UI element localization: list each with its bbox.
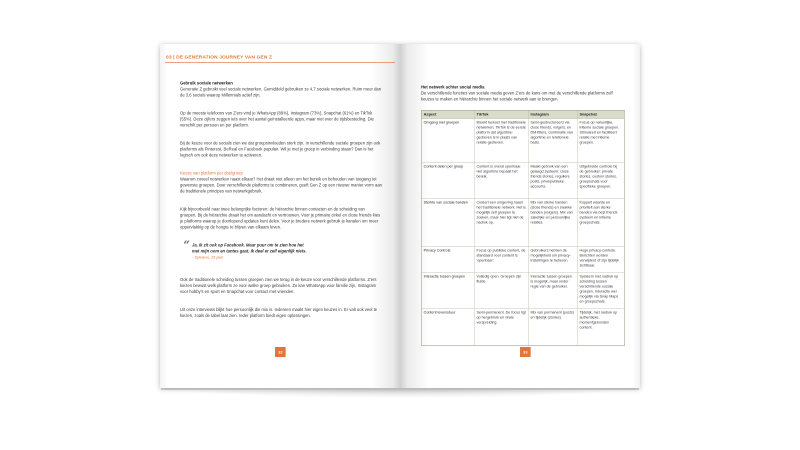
- column-header-tiktok: TikTok: [474, 110, 528, 118]
- row-label: Content delen per groep: [421, 162, 474, 198]
- tiktok-cell: Creëert een omgeving naast het traditionele netwerk. Het is mogelijk zelf groepen te zoeken, maar hier ligt niet de nadruk op.: [474, 198, 528, 246]
- column-header-aspect: Aspect: [421, 110, 474, 118]
- instagram-cell: Mix van sterke banden (close friends) en zwakke banden (volgers). Mix van zakelijke en persoonlijke relaties.: [528, 198, 577, 246]
- snapchat-cell: Koppelt waarde en prioriteit aan sterke banden via best friends systeem en intieme groepschats.: [577, 198, 624, 246]
- table-row: [421, 162, 624, 198]
- tiktok-cell: Breekt bewust met traditionele netwerken; TikTok is de eerste platform dat algoritme-gedreven is in plaats van relatie-gedreven.: [474, 118, 528, 162]
- snapchat-cell: Hoge privacy-controle. Berichten worden verwijderd of zijn tijdelijk zichtbaar.: [577, 246, 624, 272]
- running-head: 03 | DE GENERATION JOURNEY VAN GEN Z: [166, 54, 273, 60]
- body-paragraph: Bij de keuze voor de socials zien we dat groepsinvloeden sterk zijn. In verschillende sociale groepen zijn ook platforms als Pinterest, BeReal en Facebook populair. Wil je met je groep in verbinding staan? Dan is het logisch om ook deze netwerken te activeren.: [179, 140, 381, 158]
- intro-paragraph: De verschillende functies van sociale media geven Z'ers de kans om met de verschillende platforms zelf keuzes te maken en hiërarchie binnen het sociale netwerk aan te brengen.: [420, 90, 613, 102]
- instagram-cell: Maakt gebruik van een gelaagd systeem: close friends stories, reguliere posts, privé/publieke accounts.: [528, 162, 577, 198]
- page-number: 33: [520, 347, 531, 357]
- instagram-cell: Semi-gestructureerd via close friends, volgers, en DM-filters, combinatie van algoritme en relationele basis.: [528, 118, 577, 162]
- platform-comparison-table: [421, 110, 625, 346]
- snapchat-cell: Uitgebreide controle bij de gebruiker: private stories, custom stories, groepschats voor specifieke groepen.: [577, 162, 624, 198]
- tiktok-cell: Focus op publieke content, de standaard voor content is 'openbaar'.: [474, 246, 528, 272]
- tiktok-cell: Volledig open. Groepen zijn fluïde.: [474, 272, 528, 308]
- snapchat-cell: Systeem met nadruk op scheiding tussen verschillende sociale groepen. Interactie wel mogelijk via Snap Maps en groepschats.: [577, 272, 624, 308]
- row-label: Privacy Controls: [421, 246, 474, 272]
- instagram-cell: Gebruikers hebben de mogelijkheid om privacy-instellingen te beheren.: [528, 246, 577, 272]
- body-paragraph: Kijk bijvoorbeeld naar twee belangrijke factoren: de hiërarchie binnen contacten en de scheiding van groepen. Bij de hiërarchie draait het om aandacht en vertrouwen. Voor je primaire cirkel en close friends kies je platforms waarop je doorlopend updates kunt delen. Voor je bredere netwerk gebruik je kanalen om meer oppervlakkig op de hoogte te blijven van elkaars leven.: [179, 206, 381, 230]
- running-head-rule: [165, 62, 395, 63]
- pull-quote: [183, 238, 312, 260]
- table-row: [421, 246, 624, 272]
- table-header-row: [421, 110, 624, 118]
- table-row: [421, 272, 624, 308]
- row-label: Interactie tussen groepen: [421, 272, 474, 308]
- body-paragraph: Op de meeste telefoons van Z'ers vind je WhatsApp (89%), Instagram (73%), Snapchat (61%) en TikTok (55%). Deze cijfers zeggen iets over het aantal geïnstalleerde apps, maar niet over de tijdsbesteding. Die verschilt per persoon en per platform.: [179, 110, 374, 128]
- tiktok-cell: Content is overal openbaar. Het algoritme bepaalt het bereik.: [474, 162, 528, 198]
- row-label: Omgang met groepen: [421, 118, 474, 162]
- snapchat-cell: Tijdelijk, met nadruk op authentieke, momentgebonden content.: [577, 308, 624, 345]
- column-header-snapchat: Snapchat: [577, 110, 624, 118]
- table-row: [421, 308, 624, 345]
- left-text-column: [180, 80, 382, 331]
- quote-text: Ja, ik zit ook op Facebook. Maar puur om te zien hoe het met mijn oom en tantes gaat. Ik deel er zelf eigenlijk niets.: [191, 242, 307, 254]
- page-number: 32: [275, 347, 286, 357]
- magazine-spread: [160, 44, 640, 388]
- section-heading: Gebruik sociale netwerken: [179, 80, 233, 86]
- section-heading: Het netwerk achter social media: [420, 84, 485, 90]
- right-page: [400, 44, 640, 388]
- spread-content: [160, 44, 640, 388]
- row-label: Sterkte van sociale banden: [421, 198, 474, 246]
- snapchat-cell: Focus op natuurlijke, intieme sociale groepen. Stimuleert en faciliteert relatie met intieme groepen.: [577, 118, 624, 162]
- tiktok-cell: Semi-permanent. De focus ligt op hergebruik en virale verspreiding.: [474, 308, 528, 345]
- left-page: [160, 44, 400, 388]
- row-label: Content levensduur: [421, 308, 474, 345]
- table-head: [421, 110, 624, 118]
- table-row: [421, 198, 624, 246]
- body-paragraph: Generatie Z gebruikt veel sociale netwerken. Gemiddeld gebruiken ze 4,7 sociale netwerken. Ruim meer dan de 3,6 socials waarop Millennials actief zijn.: [179, 86, 382, 98]
- quote-mark-icon: “: [183, 238, 190, 252]
- body-paragraph: Waarom zoveel netwerken naast elkaar? Het draait niet alleen om het bereik en behouden van toegang tot gewenste groepen. Door verschillende platforms te combineren, geeft Gen Z op een nieuwe manier vorm aan de traditionele principes van netwerkgebruik.: [179, 176, 382, 194]
- section-subheading: Keuze van platform per doelgroep: [179, 170, 243, 176]
- body-paragraph: Uit onze interviews blijkt hoe persoonlijk die mix is. Iedereen maakt hier eigen keuzes in. Er valt ook veel te kiezen, zoals de tabel laat zien. Ieder platform biedt eigen oplossingen.: [179, 307, 378, 318]
- quote-attribution: - Sylvana, 16 jaar: [191, 254, 224, 260]
- instagram-cell: Interactie tussen groepen is mogelijk, maar onder regie van de gebruiker.: [528, 272, 577, 308]
- table-row: [421, 118, 624, 162]
- instagram-cell: Mix van permanent (posts) en tijdelijk (stories).: [528, 308, 577, 345]
- table-body: [421, 118, 624, 345]
- column-header-instagram: Instagram: [528, 110, 577, 118]
- body-paragraph: Ook de traditionele scheiding tussen groepen zien we terug in de keuze voor verschillende platforms. Z'ers kiezen bewust welk platform ze voor welke groep gebruiken. Zo kan WhatsApp voor familie zijn, Instagram voor hobby's en sport en Snapchat voor contact met vrienden.: [179, 277, 377, 294]
